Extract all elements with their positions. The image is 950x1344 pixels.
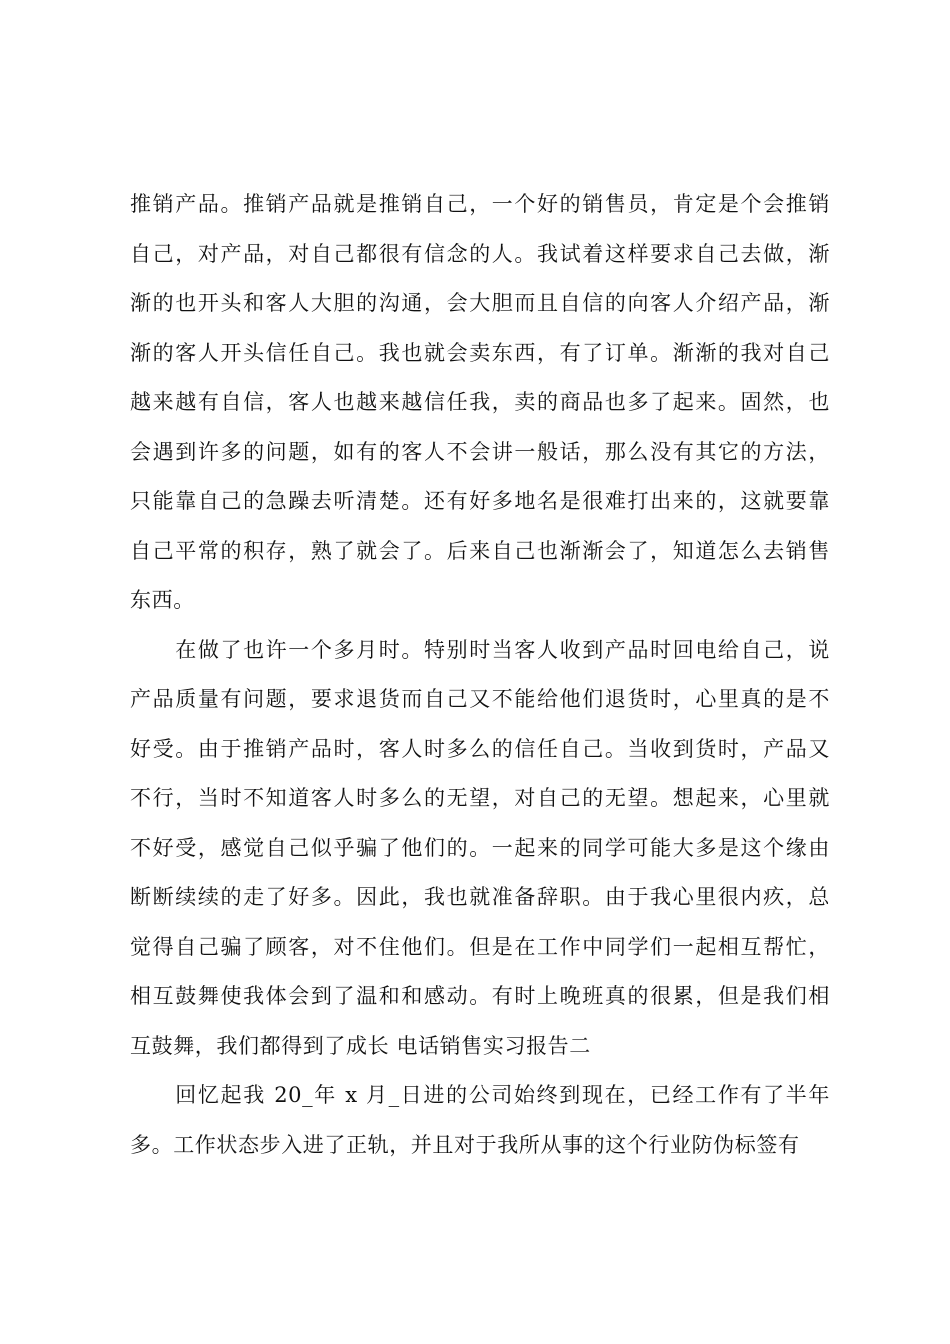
text-line: 会遇到许多的问题，如有的客人不会讲一般话，那么没有其它的方法，: [130, 439, 830, 464]
text-line: 觉得自己骗了顾客，对不住他们。但是在工作中同学们一起相互帮忙，: [130, 934, 830, 959]
text-line: 不行，当时不知道客人时多么的无望，对自己的无望。想起来，心里就: [130, 786, 830, 810]
text-line: 渐的也开头和客人大胆的沟通，会大胆而且自信的向客人介绍产品，渐: [130, 291, 830, 315]
paragraph: [130, 626, 830, 1072]
text-line: 推销产品。推销产品就是推销自己，一个好的销售员，肯定是个会推销: [130, 192, 830, 216]
text-line: 回忆起我 20_年 x 月_日进的公司始终到现在，已经工作有了半年: [130, 1083, 830, 1107]
text-line: 越来越有自信，客人也越来越信任我，卖的商品也多了起来。固然，也: [130, 390, 830, 414]
text-line: 产品质量有问题，要求退货而自己又不能给他们退货时，心里真的是不: [130, 687, 830, 711]
paragraph: [130, 180, 830, 626]
text-line: 东西。: [130, 588, 195, 612]
text-line: 渐的客人开头信任自己。我也就会卖东西，有了订单。渐渐的我对自己: [130, 340, 830, 365]
text-line: 多。工作状态步入进了正轨，并且对于我所从事的这个行业防伪标签有: [130, 1132, 800, 1157]
text-line: 自己平常的积存，熟了就会了。后来自己也渐渐会了，知道怎么去销售: [130, 538, 830, 563]
text-line: 不好受，感觉自己似乎骗了他们的。一起来的同学可能大多是这个缘由: [130, 835, 830, 860]
text-line: 自己，对产品，对自己都很有信念的人。我试着这样要求自己去做，渐: [130, 241, 830, 266]
text-line: 只能靠自己的急躁去听清楚。还有好多地名是很难打出来的，这就要靠: [130, 489, 830, 513]
body-text: [130, 180, 830, 1170]
paragraph: [130, 1071, 830, 1170]
text-line: 断断续续的走了好多。因此，我也就准备辞职。由于我心里很内疚，总: [130, 885, 830, 909]
text-line: 相互鼓舞使我体会到了温和和感动。有时上晚班真的很累，但是我们相: [130, 984, 830, 1008]
text-line: 互鼓舞，我们都得到了成长 电话销售实习报告二: [130, 1033, 591, 1058]
text-line: 好受。由于推销产品时，客人时多么的信任自己。当收到货时，产品又: [130, 736, 830, 761]
text-line: 在做了也许一个多月时。特别时当客人收到产品时回电给自己，说: [130, 637, 830, 662]
